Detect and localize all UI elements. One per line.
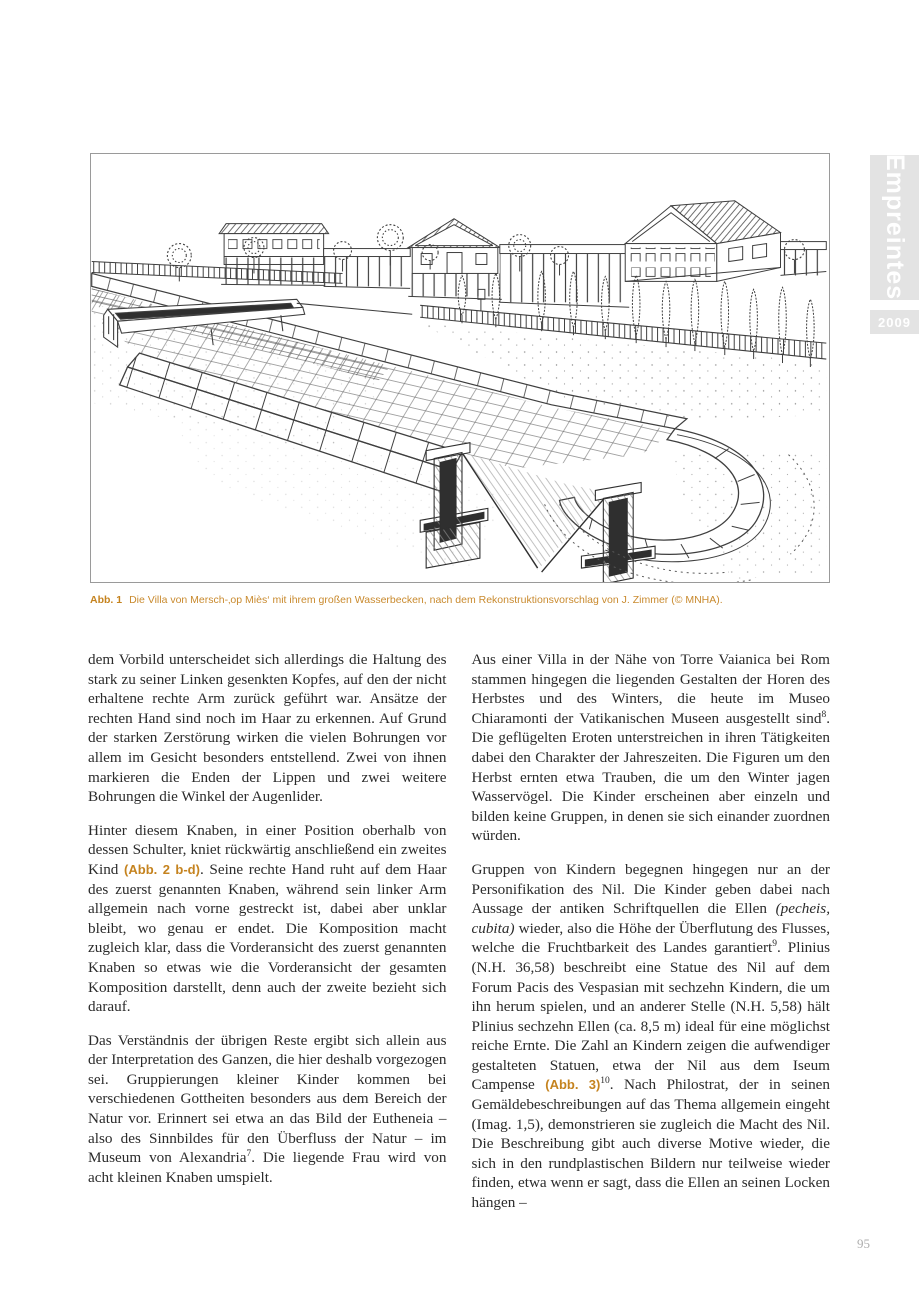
villa-figure (90, 153, 830, 583)
paragraph: dem Vorbild unterscheidet sich allerdings die Haltung des stark zu seiner Linken gesenkten Kopfes, auf den der nicht erhaltene rechte Arm zurück geführt war. Ansätze der rechten Hand sind noch im Haar zu erkennen. Auf Grund der starken Zerstörung wirken die vielen Bohrungen vor allem im Gesicht besonders entstellend. Zwei von ihnen markieren die Enden der Lippen und zwei weitere Bohrungen die Winkel der Augenlider. (88, 651, 447, 806)
series-banner-label: Empreintes (881, 154, 909, 301)
paragraph: Aus einer Villa in der Nähe von Torre Vaianica bei Rom stammen hingegen die liegenden Gestalten der Horen des Herbstes und des Winters, die heute im Museo Chiaramonti der Vatikanischen Museen ausgestellt sind$^8$. Die geflügelten Eroten unterstreichen in ihren Tätigkeiten dabei den Charakter der Jahreszeiten. Die Figuren um den Herbst ernten etwa Trauben, die um den Winter jagen Wasservögel. Die Kinder erscheinen aber einzeln und bilden keine Gruppen, in denen sie sich einander zuordnen würden. (471, 651, 830, 845)
villa-illustration-drawing (91, 154, 829, 582)
series-banner (870, 155, 919, 300)
figure-reference: (Abb. 3) (545, 1077, 601, 1093)
column-left (88, 650, 447, 1213)
villa-buildings (219, 201, 826, 308)
column-right (472, 650, 831, 1213)
figure-caption-text: Die Villa von Mersch-‚op Miès‘ mit ihrem großen Wasserbecken, nach dem Rekonstruktionsvorschlag von J. Zimmer (© MNHA). (129, 594, 723, 606)
article-body (88, 650, 830, 1213)
figure-caption (90, 594, 832, 607)
paragraph: Gruppen von Kindern begegnen hingegen nur an der Personifikation des Nil. Die Kinder geben dabei nach Aussage der antiken Schriftquellen die Ellen (pecheis, cubita) wieder, also die Höhe der Überflutung des Flusses, welche die Fruchtbarkeit des Landes garantiert$^9$. Plinius (N.H. 36,58) beschreibt eine Statue des Nil auf dem Forum Pacis des Vespasian mit sechzehn Kindern, die um ihn herum spielen, und an anderer Stelle (N.H. 5,58) hält Plinius sechzehn Ellen (ca. 8,5 m) ideal für eine möglichst reiche Ernte. Die Zahl an Kindern zeigen die aufwendiger gestalteten Statuen, etwa der Nil aus dem Iseum Campense (Abb. 3)$^{10}$. Nach Philostrat, der in seinen Gemäldebeschreibungen auf das Thema allgemein eingeht (Imag. 1,5), demonstrieren sie zugleich die Macht des Nil. Die Beschreibung gibt auch diverse Motive wieder, die sich in den rundplastischen Bildern nur teilweise wieder finden, etwa wenn er sagt, dass die Ellen an seinen Locken hängen – (471, 860, 830, 1212)
paragraph: Das Verständnis der übrigen Reste ergibt sich allein aus der Interpretation des Ganzen, die hier deshalb vorgezogen sei. Gruppierungen kleiner Kinder kommen bei verschiedenen Gottheiten besonders aus dem Bereich der Natur vor. Erinnert sei etwa an das Bild der Eutheneia – also des Sinnbildes für den Überfluss der Natur – im Museum von Alexandria$^7$. Die liegende Frau wird von acht kleinen Knaben umspielt. (88, 1031, 447, 1186)
year-badge: 2009 (870, 310, 919, 334)
figure-caption-label: Abb. 1 (90, 594, 123, 606)
page-number: 95 (857, 1236, 870, 1251)
paragraph: Hinter diesem Knaben, in einer Position oberhalb von dessen Schulter, kniet rückwärtig anschließend ein zweites Kind (Abb. 2 b-d). Seine rechte Hand ruht auf dem Haar des zuerst genannten Knaben, während sein linker Arm allgemein nach vorne gestreckt ist, dabei aber unklar bleibt, wo genau er endet. Die Komposition macht zugleich klar, dass die Vorderansicht des zuerst genannten Knaben so etwas wie die Vorderansicht der gesamten Komposition darstellt, denn auch der zweite bezieht sich darauf. (88, 821, 447, 1016)
figure-reference: (Abb. 2 b-d) (124, 861, 200, 877)
